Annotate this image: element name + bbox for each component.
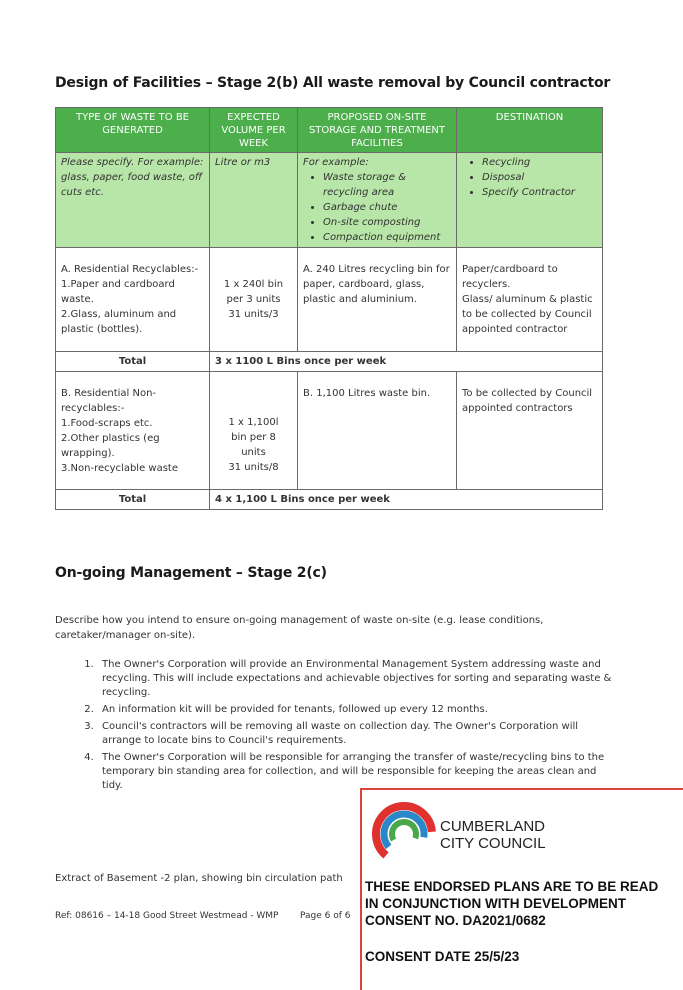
table-row-non-recyclables: [56, 372, 603, 490]
volume-line: per 3 units: [226, 294, 281, 305]
list-item: 1. The Owner's Corporation will provide an Environmental Management System addressing waste and recycling. This will include expectations and achievable objectives for sorting and separating waste & recycling.: [97, 658, 617, 700]
management-intro: Describe how you intend to ensure on-going management of waste on-site (e.g. lease conditions, caretaker/manager on-site).: [55, 615, 544, 641]
type-line: 2.Other plastics (eg wrapping).: [61, 433, 160, 459]
total-b-label: Total: [56, 490, 210, 510]
list-item: • Disposal: [482, 170, 597, 185]
council-logo-icon: [370, 800, 438, 868]
table-row-total-a: [56, 352, 603, 372]
table-row-recyclables: [56, 248, 603, 352]
total-b-value: 4 x 1,100 L Bins once per week: [210, 490, 603, 510]
volume-line: 31 units/3: [228, 309, 279, 320]
example-storage-intro: For example:: [303, 157, 369, 168]
volume-line: 1 x 240l bin: [223, 279, 284, 290]
type-line: 1.Food-scraps etc.: [61, 418, 153, 429]
table-row-total-b: [56, 490, 603, 510]
volume-line: bin per 8: [231, 432, 276, 443]
destination-line: Paper/cardboard to recyclers.: [462, 264, 558, 290]
list-item: • Compaction equipment: [323, 230, 451, 245]
recyclables-type: [56, 248, 210, 352]
waste-facilities-table: [55, 107, 603, 510]
management-list: [55, 658, 617, 796]
list-item: 4. The Owner's Corporation will be responsible for arranging the transfer of waste/recycling bins to the temporary bin standing area for collection, and will be responsible for keeping the areas clean and tidy.: [97, 751, 617, 793]
non-recyclables-type: [56, 372, 210, 490]
list-item: • On-site composting: [323, 215, 451, 230]
extract-caption: Extract of Basement -2 plan, showing bin circulation path: [55, 873, 343, 884]
recyclables-volume: [210, 248, 298, 352]
section-title-design: Design of Facilities – Stage 2(b) All waste removal by Council contractor: [55, 75, 611, 91]
section-title-management: On-going Management – Stage 2(c): [55, 565, 327, 581]
non-recyclables-destination: To be collected by Council appointed contractors: [457, 372, 603, 490]
stamp-line-1: THESE ENDORSED PLANS ARE TO BE READ: [365, 879, 659, 894]
recyclables-storage: A. 240 Litres recycling bin for paper, cardboard, glass, plastic and aluminium.: [298, 248, 457, 352]
list-item: • Garbage chute: [323, 200, 451, 215]
example-volume: Litre or m3: [210, 153, 298, 248]
list-item: • Specify Contractor: [482, 185, 597, 200]
type-line: B. Residential Non-recyclables:-: [61, 388, 157, 414]
type-line: A. Residential Recyclables:-: [61, 264, 199, 275]
header-destination: DESTINATION: [457, 108, 603, 153]
table-header-row: [56, 108, 603, 153]
total-a-value: 3 x 1100 L Bins once per week: [210, 352, 603, 372]
stamp-line-2: IN CONJUNCTION WITH DEVELOPMENT: [365, 896, 627, 911]
recyclables-destination: [457, 248, 603, 352]
volume-line: units: [241, 447, 266, 458]
list-item: 3. Council's contractors will be removing all waste on collection day. The Owner's Corporation will arrange to locate bins to Council's requirements.: [97, 720, 617, 748]
volume-line: 1 x 1,100l: [228, 417, 279, 428]
type-line: 2.Glass, aluminum and plastic (bottles).: [61, 309, 177, 335]
type-line: 1.Paper and cardboard waste.: [61, 279, 175, 305]
council-name-line: CITY COUNCIL: [440, 835, 546, 852]
non-recyclables-volume: [210, 372, 298, 490]
example-type: Please specify. For example: glass, paper, food waste, off cuts etc.: [56, 153, 210, 248]
example-row: [56, 153, 603, 248]
header-storage: PROPOSED ON-SITE STORAGE AND TREATMENT FACILITIES: [298, 108, 457, 153]
council-name: [440, 818, 546, 852]
list-item: • Waste storage & recycling area: [323, 170, 451, 200]
council-name-line: CUMBERLAND: [440, 818, 546, 835]
footer-page: Page 6 of 6: [300, 911, 351, 921]
example-destination-list: [462, 155, 597, 200]
volume-line: 31 units/8: [228, 462, 279, 473]
council-stamp: [360, 788, 683, 990]
stamp-consent-date: CONSENT DATE 25/5/23: [365, 949, 520, 964]
non-recyclables-storage: B. 1,100 Litres waste bin.: [298, 372, 457, 490]
example-storage: [298, 153, 457, 248]
example-destination: [457, 153, 603, 248]
footer-ref: Ref: 08616 – 14-18 Good Street Westmead - WMP: [55, 911, 279, 921]
stamp-line-3: CONSENT NO. DA2021/0682: [365, 913, 546, 928]
type-line: 3.Non-recyclable waste: [61, 463, 178, 474]
destination-line: Glass/ aluminum & plastic to be collected by Council appointed contractor: [462, 294, 593, 335]
header-type: TYPE OF WASTE TO BE GENERATED: [56, 108, 210, 153]
total-a-label: Total: [56, 352, 210, 372]
list-item: • Recycling: [482, 155, 597, 170]
header-volume: EXPECTED VOLUME PER WEEK: [210, 108, 298, 153]
list-item: 2. An information kit will be provided for tenants, followed up every 12 months.: [97, 703, 617, 717]
example-storage-list: [303, 170, 451, 245]
